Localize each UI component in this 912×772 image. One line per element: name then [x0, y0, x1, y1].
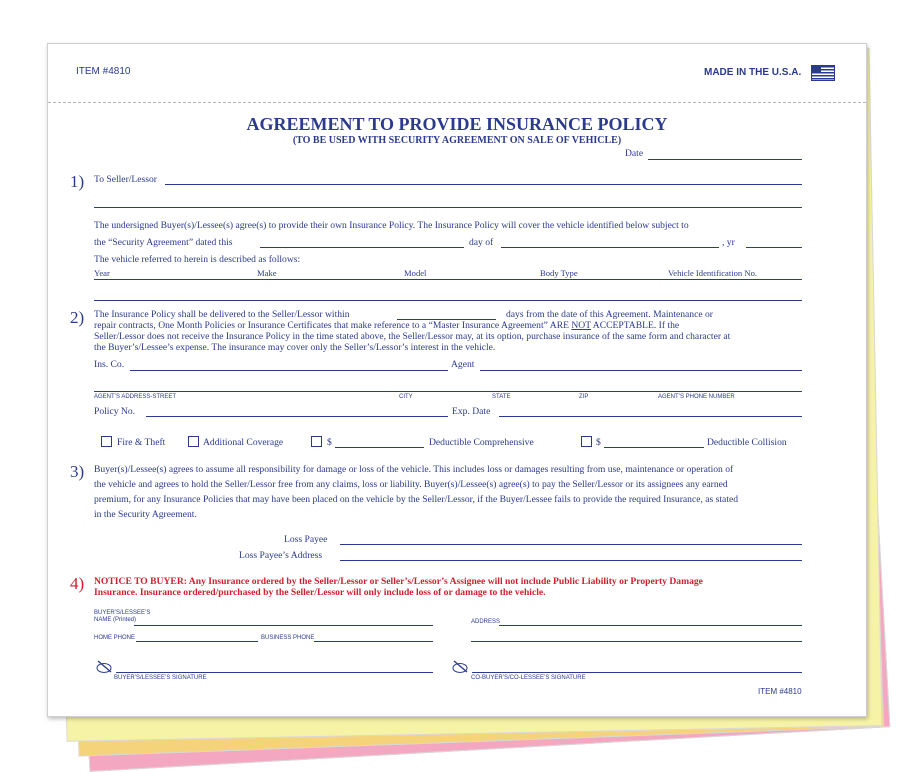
seller-address-field[interactable] — [94, 207, 802, 208]
vehicle-description-field[interactable] — [94, 300, 802, 301]
collision-label: Deductible Collision — [707, 437, 787, 448]
fire-theft-checkbox[interactable] — [101, 436, 112, 447]
notice-line-1: NOTICE TO BUYER: Any Insurance ordered by the Seller/Lessor or Seller’s/Lessor’s Assignee will not include Public Liability or Property Damage — [94, 576, 703, 587]
loss-payee-label: Loss Payee — [284, 534, 328, 545]
fire-theft-label: Fire & Theft — [117, 437, 166, 448]
section-3-line-4: in the Security Agreement. — [94, 509, 197, 520]
notice-line-2: Insurance. Insurance ordered/purchased by the Seller/Lessor will only include loss of or damage to the vehicle. — [94, 587, 546, 598]
vehicle-col-model: Model — [404, 268, 427, 278]
item-number-top: ITEM #4810 — [76, 66, 131, 77]
vehicle-col-vin: Vehicle Identification No. — [668, 268, 758, 278]
day-of-label: day of — [469, 237, 494, 248]
section-3-number: 3) — [70, 462, 85, 481]
buyer-name-label-2: NAME (Printed) — [94, 617, 137, 623]
collision-checkbox[interactable] — [581, 436, 592, 447]
year-label: , yr — [722, 237, 735, 248]
vehicle-col-make: Make — [257, 268, 277, 278]
buyer-address-field-2[interactable] — [471, 641, 802, 642]
home-phone-label: HOME PHONE — [94, 635, 136, 641]
comprehensive-dollar-label: $ — [327, 437, 332, 448]
to-seller-label: To Seller/Lessor — [94, 174, 158, 185]
section-3-line-1: Buyer(s)/Lessee(s) agrees to assume all responsibility for damage or loss of the vehicle. This includes loss or damages resulting from use, maintenance or operation of — [94, 464, 734, 475]
agent-col-state: STATE — [492, 394, 511, 400]
ins-co-label: Ins. Co. — [94, 359, 125, 370]
delivery-text-a: The Insurance Policy shall be delivered to the Seller/Lessor within — [94, 309, 350, 320]
item-number-bottom: ITEM #4810 — [758, 687, 802, 696]
section-1-paragraph: The undersigned Buyer(s)/Lessee(s) agree(s) to provide their own Insurance Policy. The Insurance Policy will cover the vehicle identified below subject to — [94, 220, 689, 231]
buyer-name-label-1: BUYER’S/LESSEE’S — [94, 610, 151, 616]
comprehensive-amount-field[interactable] — [335, 447, 424, 448]
cobuyer-signature-label: CO-BUYER’S/CO-LESSEE’S SIGNATURE — [471, 675, 586, 681]
agent-col-city: CITY — [399, 394, 413, 400]
delivery-text-line2: repair contracts, One Month Policies or Insurance Certificates that make reference to a “Master Insurance Agreement” ARE NOT ACCEPTABLE. If the — [94, 320, 680, 331]
form-sheet — [47, 43, 867, 717]
additional-coverage-label: Additional Coverage — [203, 437, 284, 448]
pen-signature-icon — [452, 660, 470, 674]
agent-col-zip: ZIP — [579, 394, 589, 400]
section-3-line-3: premium, for any Insurance Policies that may have been placed on the vehicle by the Seller/Lessor, if the Buyer/Lessee fails to provide the required Insurance, as stated — [94, 494, 739, 505]
section-2-number: 2) — [70, 308, 85, 327]
agent-col-phone: AGENT’S PHONE NUMBER — [658, 394, 735, 400]
business-phone-field[interactable] — [314, 641, 433, 642]
us-flag-icon — [811, 65, 835, 81]
page-title: AGREEMENT TO PROVIDE INSURANCE POLICY — [246, 114, 668, 134]
agreement-year-field[interactable] — [746, 247, 802, 248]
address-label: ADDRESS — [471, 619, 501, 625]
section-4-number: 4) — [70, 574, 85, 593]
date-field[interactable] — [648, 159, 802, 160]
exp-date-field[interactable] — [499, 416, 802, 417]
collision-amount-field[interactable] — [604, 447, 704, 448]
agreement-date-field[interactable] — [260, 247, 464, 248]
section-3-line-2: the vehicle and agrees to hold the Seller/Lessor free from any claims, loss or liability. Buyer(s)/Lessee(s) agree(s) to pay the Seller/Lessor or its assignees any earned — [94, 479, 728, 490]
business-phone-label: BUSINESS PHONE — [261, 635, 315, 641]
buyer-address-field[interactable] — [499, 625, 802, 626]
seller-name-field[interactable] — [165, 184, 802, 185]
delivery-text-b: days from the date of this Agreement. Maintenance or — [506, 309, 713, 320]
agreement-month-field[interactable] — [501, 247, 719, 248]
date-label: Date — [625, 148, 644, 159]
vehicle-col-body-type: Body Type — [540, 268, 578, 278]
perforation-line — [48, 102, 866, 103]
comprehensive-label: Deductible Comprehensive — [429, 437, 534, 448]
delivery-text-line4: the Buyer’s/Lessee’s expense. The insurance may cover only the Seller’s/Lessor’s interest in the vehicle. — [94, 342, 496, 353]
vehicle-header-rule — [94, 279, 802, 280]
buyer-signature-label: BUYER’S/LESSEE’S SIGNATURE — [114, 675, 207, 681]
additional-coverage-checkbox[interactable] — [188, 436, 199, 447]
policy-no-label: Policy No. — [94, 406, 136, 417]
loss-payee-address-field[interactable] — [340, 560, 802, 561]
buyer-signature-field[interactable] — [116, 672, 433, 673]
policy-no-field[interactable] — [146, 416, 448, 417]
loss-payee-field[interactable] — [340, 544, 802, 545]
made-in-usa: MADE IN THE U.S.A. — [704, 67, 802, 78]
agent-col-street: AGENT’S ADDRESS-STREET — [94, 394, 177, 400]
cobuyer-signature-field[interactable] — [472, 672, 802, 673]
vehicle-col-year: Year — [94, 268, 110, 278]
agent-label: Agent — [451, 359, 475, 370]
buyer-name-field[interactable] — [134, 625, 433, 626]
pen-signature-icon — [96, 660, 114, 674]
page-subtitle: (TO BE USED WITH SECURITY AGREEMENT ON SALE OF VEHICLE) — [292, 135, 622, 146]
home-phone-field[interactable] — [136, 641, 258, 642]
section-1-number: 1) — [70, 172, 85, 191]
loss-payee-address-label: Loss Payee’s Address — [239, 550, 323, 561]
comprehensive-checkbox[interactable] — [311, 436, 322, 447]
exp-date-label: Exp. Date — [452, 406, 491, 417]
agent-address-field[interactable] — [94, 391, 802, 392]
security-agreement-label: the “Security Agreement” dated this — [94, 237, 233, 248]
delivery-text-line3: Seller/Lessor does not receive the Insurance Policy in the time stated above, the Seller/Lessor may, at its option, purchase insurance of the same form and character at — [94, 331, 731, 342]
collision-dollar-label: $ — [596, 437, 601, 448]
vehicle-intro: The vehicle referred to herein is described as follows: — [94, 254, 301, 265]
ins-co-field[interactable] — [130, 370, 448, 371]
agent-field[interactable] — [480, 370, 802, 371]
